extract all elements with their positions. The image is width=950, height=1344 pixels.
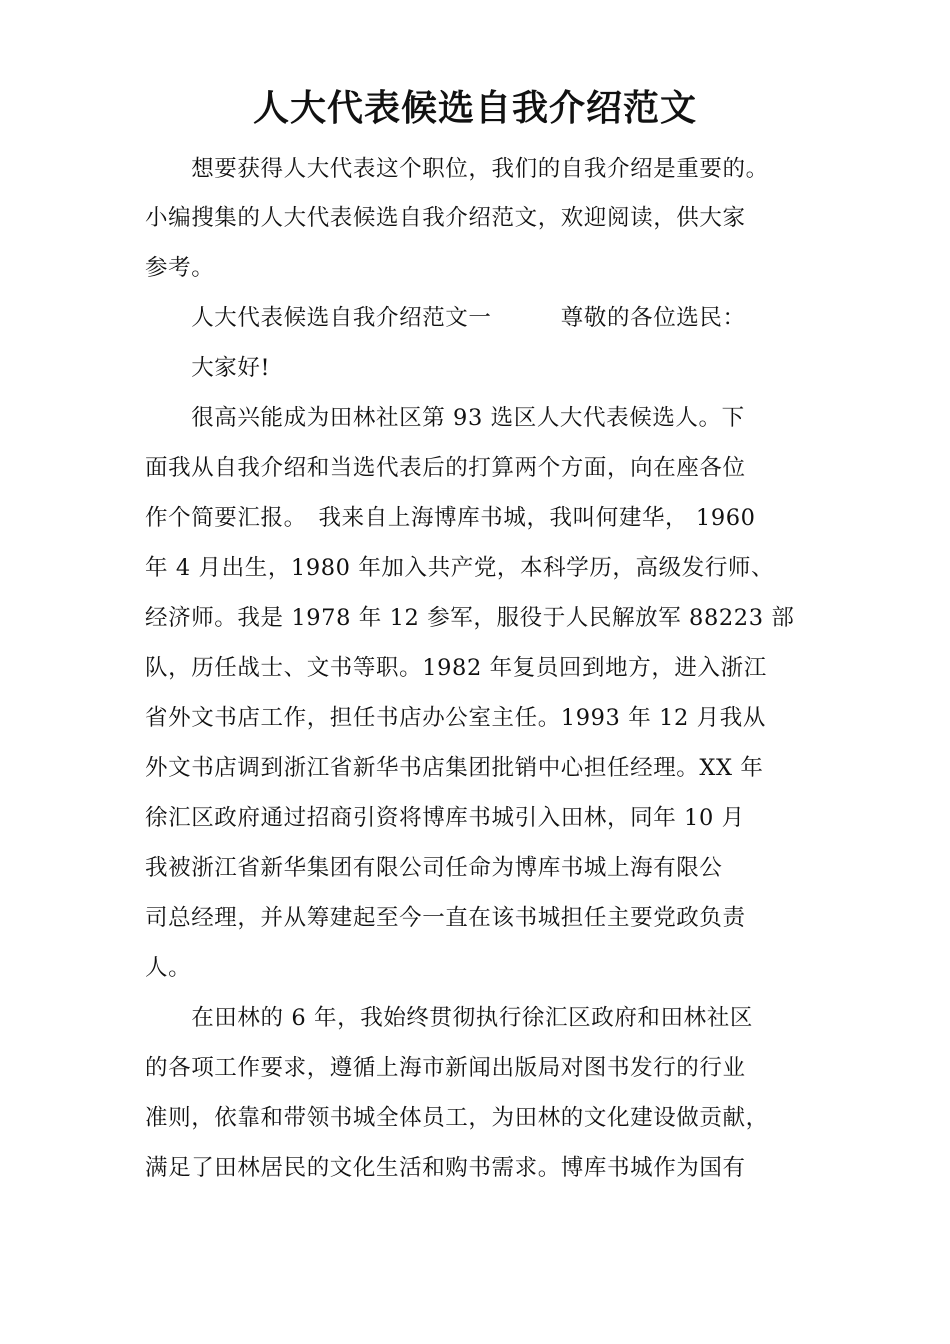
text-line: 人。 [145, 955, 192, 981]
text-line: 司总经理，并从筹建起至今一直在该书城担任主要党政负责 [145, 905, 746, 931]
text-line: 大家好! [145, 355, 271, 381]
text-line: 满足了田林居民的文化生活和购书需求。博库书城作为国有 [145, 1155, 746, 1181]
text-line: 小编搜集的人大代表候选自我介绍范文，欢迎阅读，供大家 [145, 205, 746, 231]
text-line: 很高兴能成为田林社区第 93 选区人大代表候选人。下 [145, 405, 745, 431]
text-line: 年 4 月出生，1980 年加入共产党，本科学历，高级发行师、 [145, 555, 775, 581]
text-line: 准则，依靠和带领书城全体员工，为田林的文化建设做贡献， [145, 1105, 769, 1131]
text-line: 作个简要汇报。 我来自上海博库书城，我叫何建华， 1960 [145, 505, 756, 531]
text-line: 在田林的 6 年，我始终贯彻执行徐汇区政府和田林社区 [145, 1005, 753, 1031]
text-line: 外文书店调到浙江省新华书店集团批销中心担任经理。XX 年 [145, 755, 764, 781]
text-line: 我被浙江省新华集团有限公司任命为博库书城上海有限公 [145, 855, 723, 881]
text-line: 想要获得人大代表这个职位，我们的自我介绍是重要的。 [145, 156, 769, 182]
text-line: 面我从自我介绍和当选代表后的打算两个方面，向在座各位 [145, 455, 746, 481]
text-line: 人大代表候选自我介绍范文一 尊敬的各位选民： [145, 305, 746, 331]
text-line: 徐汇区政府通过招商引资将博库书城引入田林，同年 10 月 [145, 805, 745, 831]
document-title: 人大代表候选自我介绍范文 [252, 87, 697, 129]
text-line: 经济师。我是 1978 年 12 参军，服役于人民解放军 88223 部 [145, 605, 795, 631]
text-line: 的各项工作要求，遵循上海市新闻出版局对图书发行的行业 [145, 1055, 746, 1081]
text-line: 参考。 [145, 255, 215, 281]
text-line: 队，历任战士、文书等职。1982 年复员回到地方，进入浙江 [145, 655, 767, 681]
text-line: 省外文书店工作，担任书店办公室主任。1993 年 12 月我从 [145, 705, 766, 731]
